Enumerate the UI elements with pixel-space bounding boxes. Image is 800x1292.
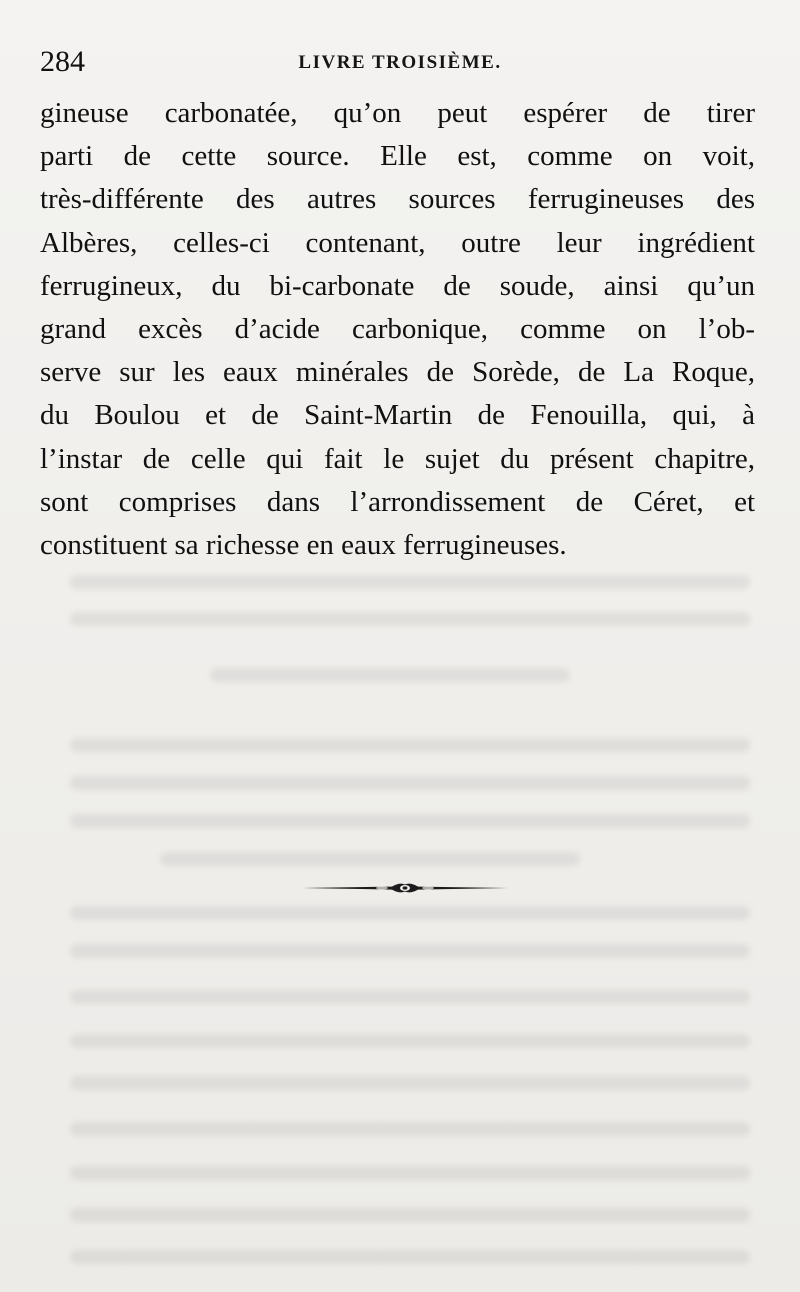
text-line: serve sur les eaux minérales de Sorède, de La Roque,: [40, 356, 755, 389]
bleed-through-shadow: [70, 906, 750, 920]
bleed-through-shadow: [70, 1250, 750, 1264]
tailpiece-ornament-icon: [300, 878, 510, 898]
bleed-through-shadow: [70, 1208, 750, 1222]
text-line: très-différente des autres sources ferrugineuses des: [40, 183, 755, 216]
bleed-through-shadow: [210, 668, 570, 682]
bleed-through-shadow: [70, 814, 750, 828]
bleed-through-shadow: [70, 1034, 750, 1048]
text-line: l’instar de celle qui fait le sujet du présent chapitre,: [40, 442, 755, 475]
text-line: parti de cette source. Elle est, comme on voit,: [40, 140, 755, 173]
text-line: Albères, celles-ci contenant, outre leur ingrédient: [40, 226, 755, 259]
bleed-through-shadow: [70, 612, 750, 626]
bleed-through-shadow: [70, 1076, 750, 1090]
bleed-through-shadow: [70, 575, 750, 589]
bleed-through-shadow: [70, 776, 750, 790]
text-line: constituent sa richesse en eaux ferrugineuses.: [40, 528, 567, 561]
text-line: sont comprises dans l’arrondissement de Céret, et: [40, 485, 755, 518]
bleed-through-shadow: [70, 990, 750, 1004]
bleed-through-shadow: [160, 852, 580, 866]
bleed-through-shadow: [70, 944, 750, 958]
page-header: [40, 44, 760, 80]
text-line: du Boulou et de Saint-Martin de Fenouilla, qui, à: [40, 399, 755, 432]
text-line: grand excès d’acide carbonique, comme on l’ob-: [40, 312, 755, 345]
text-line: gineuse carbonatée, qu’on peut espérer de tirer: [40, 97, 755, 129]
bleed-through-shadow: [70, 1122, 750, 1136]
bleed-through-shadow: [70, 1166, 750, 1180]
text-line: ferrugineux, du bi-carbonate de soude, ainsi qu’un: [40, 269, 755, 302]
bleed-through-shadow: [70, 738, 750, 752]
running-head: LIVRE TROISIÈME.: [298, 52, 502, 73]
page-number: 284: [40, 45, 85, 78]
body-text: [40, 92, 755, 567]
